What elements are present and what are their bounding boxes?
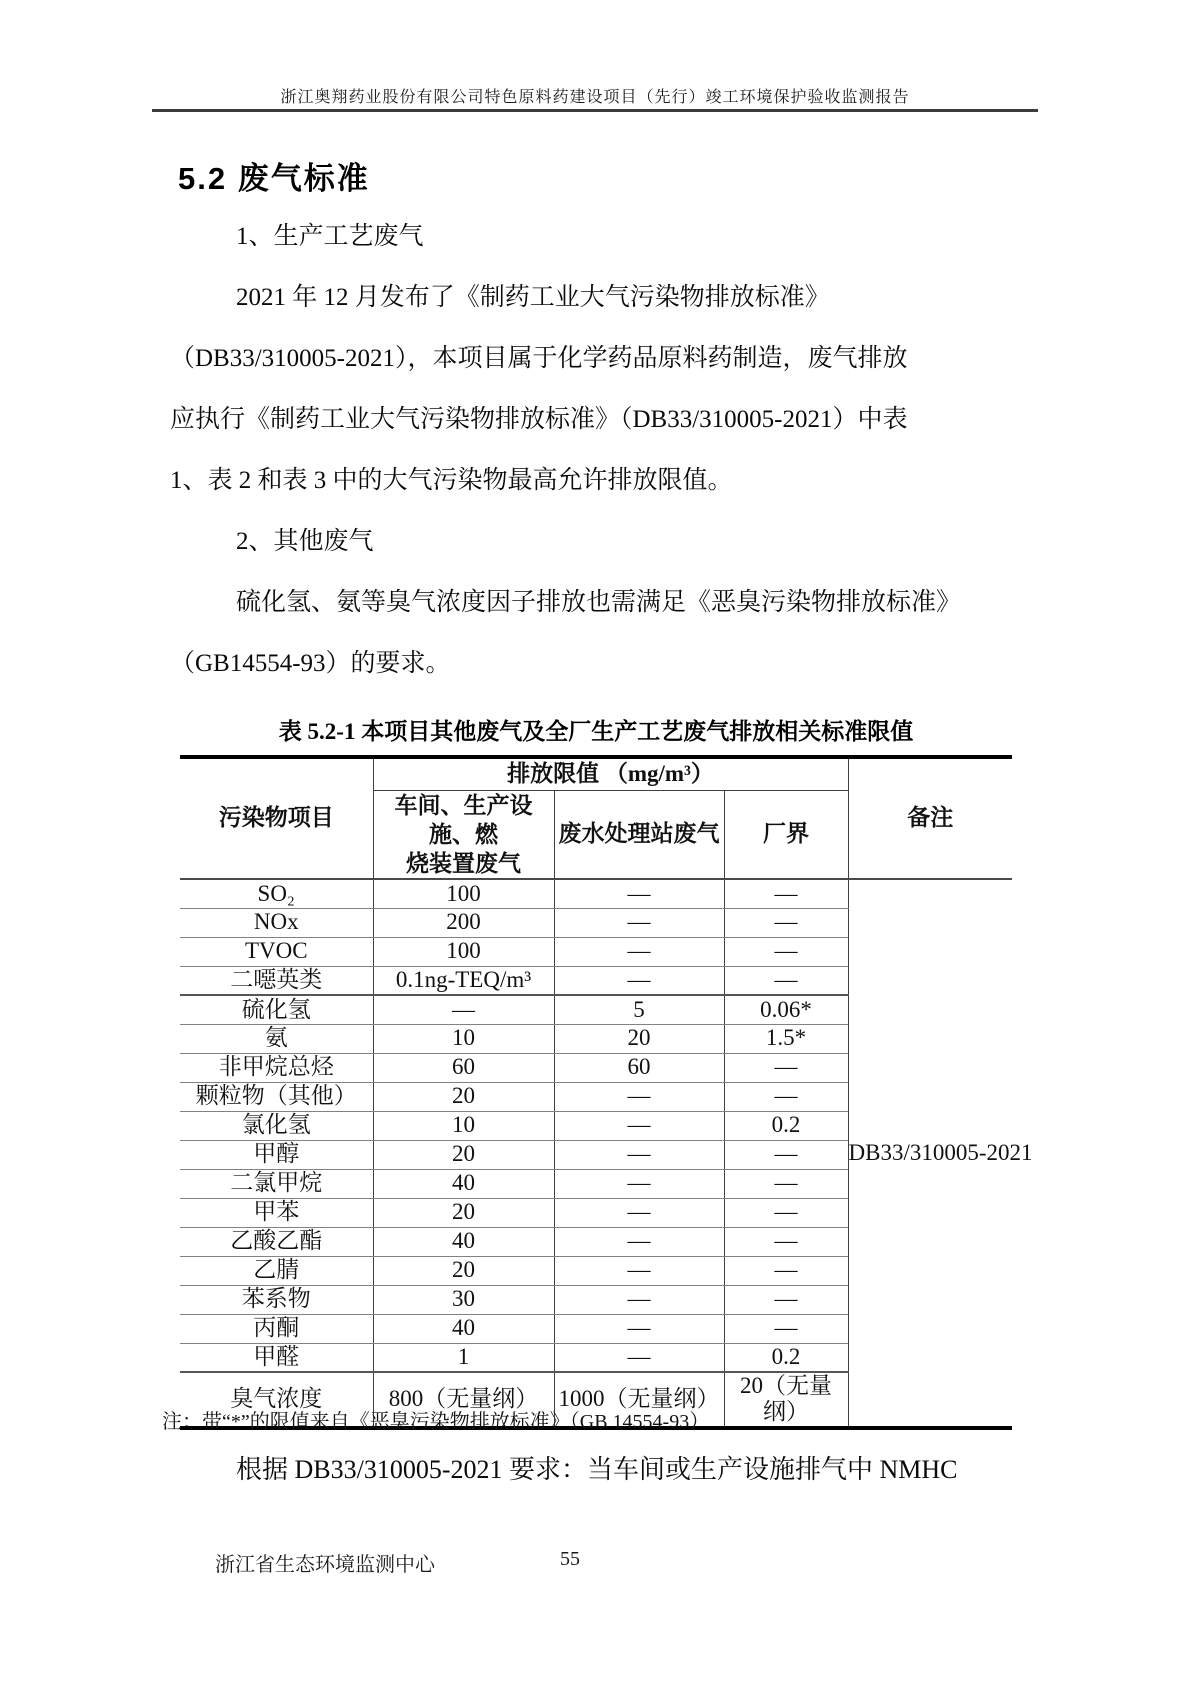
cell-pollutant: 氨 <box>180 1024 373 1053</box>
cell-boundary: — <box>724 1314 848 1343</box>
cell-boundary: — <box>724 1169 848 1198</box>
cell-pollutant: 硫化氢 <box>180 995 373 1024</box>
cell-boundary: — <box>724 1256 848 1285</box>
cell-pollutant: 乙腈 <box>180 1256 373 1285</box>
cell-wastewater: — <box>554 1111 724 1140</box>
cell-pollutant: 丙酮 <box>180 1314 373 1343</box>
cell-pollutant: 甲醛 <box>180 1343 373 1372</box>
cell-boundary: — <box>724 908 848 937</box>
cell-wastewater: — <box>554 1343 724 1372</box>
cell-workshop: 20 <box>373 1256 554 1285</box>
cell-wastewater: — <box>554 1227 724 1256</box>
cell-wastewater: 1000（无量纲） <box>554 1372 724 1428</box>
cell-workshop: 200 <box>373 908 554 937</box>
cell-boundary: — <box>724 1082 848 1111</box>
cell-pollutant: NOx <box>180 908 373 937</box>
cell-boundary: — <box>724 1053 848 1082</box>
cell-workshop: 40 <box>373 1314 554 1343</box>
footer-page-number: 55 <box>560 1548 580 1570</box>
cell-workshop: 40 <box>373 1227 554 1256</box>
cell-wastewater: — <box>554 1314 724 1343</box>
header-cell-remark: 备注 <box>848 757 1012 879</box>
cell-boundary: — <box>724 1198 848 1227</box>
cell-workshop: — <box>373 995 554 1024</box>
cell-workshop: 10 <box>373 1111 554 1140</box>
cell-wastewater: 5 <box>554 995 724 1024</box>
cell-boundary: 0.2 <box>724 1111 848 1140</box>
paragraph-line: 硫化氢、氨等臭气浓度因子排放也需满足《恶臭污染物排放标准》 <box>236 589 962 616</box>
body-text <box>170 206 1022 694</box>
cell-remark-merged: DB33/310005-2021 <box>848 879 1012 1428</box>
cell-pollutant: 苯系物 <box>180 1285 373 1314</box>
cell-workshop: 60 <box>373 1053 554 1082</box>
cell-workshop: 20 <box>373 1198 554 1227</box>
header-cell-boundary: 厂界 <box>724 791 848 880</box>
paragraph-line: 应执行《制药工业大气污染物排放标准》（DB33/310005-2021）中表 <box>170 406 908 433</box>
paragraph-line: （DB33/310005-2021），本项目属于化学药品原料药制造，废气排放 <box>170 345 908 372</box>
paragraph-line: 根据 DB33/310005-2021 要求：当车间或生产设施排气中 NMHC <box>236 1455 958 1484</box>
paragraph-line: 2021 年 12 月发布了《制药工业大气污染物排放标准》 <box>236 284 830 311</box>
cell-pollutant: 非甲烷总烃 <box>180 1053 373 1082</box>
header-cell-workshop-line2: 烧装置废气 <box>406 851 521 876</box>
cell-wastewater: — <box>554 937 724 966</box>
cell-boundary: 20（无量纲） <box>724 1372 848 1428</box>
header-cell-limit-group: 排放限值 （mg/m³） <box>373 757 848 791</box>
cell-boundary: — <box>724 1285 848 1314</box>
cell-wastewater: — <box>554 1198 724 1227</box>
footer-organization: 浙江省生态环境监测中心 <box>215 1554 435 1576</box>
cell-boundary: 1.5* <box>724 1024 848 1053</box>
header-cell-workshop <box>373 791 554 880</box>
paragraph-heading-2: 2、其他废气 <box>236 528 374 555</box>
cell-workshop: 20 <box>373 1140 554 1169</box>
table-footnote: 注：带“*”的限值来自《恶臭污染物排放标准》（GB 14554-93） <box>162 1411 710 1433</box>
cell-workshop: 20 <box>373 1082 554 1111</box>
cell-boundary: 0.06* <box>724 995 848 1024</box>
cell-boundary: — <box>724 1140 848 1169</box>
header-rule <box>152 109 1038 112</box>
table-header-row-1 <box>180 757 1012 791</box>
header-cell-wastewater: 废水处理站废气 <box>554 791 724 880</box>
cell-wastewater: — <box>554 966 724 995</box>
cell-pollutant: TVOC <box>180 937 373 966</box>
cell-wastewater: — <box>554 1140 724 1169</box>
cell-workshop: 1 <box>373 1343 554 1372</box>
cell-wastewater: 60 <box>554 1053 724 1082</box>
cell-pollutant: 甲苯 <box>180 1198 373 1227</box>
header-cell-workshop-line1: 车间、生产设施、燃 <box>394 793 533 847</box>
cell-wastewater: — <box>554 1256 724 1285</box>
cell-boundary: — <box>724 1227 848 1256</box>
cell-boundary: — <box>724 937 848 966</box>
paragraph-line: 1、表 2 和表 3 中的大气污染物最高允许排放限值。 <box>170 467 733 494</box>
cell-workshop: 10 <box>373 1024 554 1053</box>
header-cell-pollutant: 污染物项目 <box>180 757 373 879</box>
cell-boundary: 0.2 <box>724 1343 848 1372</box>
section-title: 5.2 废气标准 <box>178 161 370 196</box>
cell-workshop: 100 <box>373 879 554 908</box>
cell-workshop: 100 <box>373 937 554 966</box>
cell-wastewater: — <box>554 1082 724 1111</box>
cell-wastewater: — <box>554 1169 724 1198</box>
paragraph-heading-1: 1、生产工艺废气 <box>236 223 424 250</box>
standards-table <box>180 755 1033 1430</box>
cell-workshop: 30 <box>373 1285 554 1314</box>
cell-workshop: 0.1ng-TEQ/m³ <box>373 966 554 995</box>
cell-boundary: — <box>724 966 848 995</box>
table-title: 表 5.2-1 本项目其他废气及全厂生产工艺废气排放相关标准限值 <box>278 719 914 744</box>
closing-paragraph <box>170 1448 1022 1492</box>
cell-pollutant: 乙酸乙酯 <box>180 1227 373 1256</box>
cell-pollutant: 二氯甲烷 <box>180 1169 373 1198</box>
cell-pollutant: 臭气浓度 <box>230 1386 323 1412</box>
page-header-title: 浙江奥翔药业股份有限公司特色原料药建设项目（先行）竣工环境保护验收监测报告 <box>280 89 910 106</box>
cell-wastewater: — <box>554 1285 724 1314</box>
cell-pollutant: 二噁英类 <box>180 966 373 995</box>
cell-workshop: 800（无量纲） <box>373 1372 554 1428</box>
cell-pollutant: 颗粒物（其他） <box>180 1082 373 1111</box>
cell-wastewater: — <box>554 879 724 908</box>
cell-wastewater: 20 <box>554 1024 724 1053</box>
cell-workshop: 40 <box>373 1169 554 1198</box>
table-row <box>180 879 1012 908</box>
cell-wastewater: — <box>554 908 724 937</box>
cell-boundary: — <box>724 879 848 908</box>
cell-pollutant: 甲醇 <box>180 1140 373 1169</box>
paragraph-line: （GB14554-93）的要求。 <box>170 650 451 677</box>
cell-pollutant: 氯化氢 <box>180 1111 373 1140</box>
cell-pollutant: SO₂ <box>180 879 373 908</box>
